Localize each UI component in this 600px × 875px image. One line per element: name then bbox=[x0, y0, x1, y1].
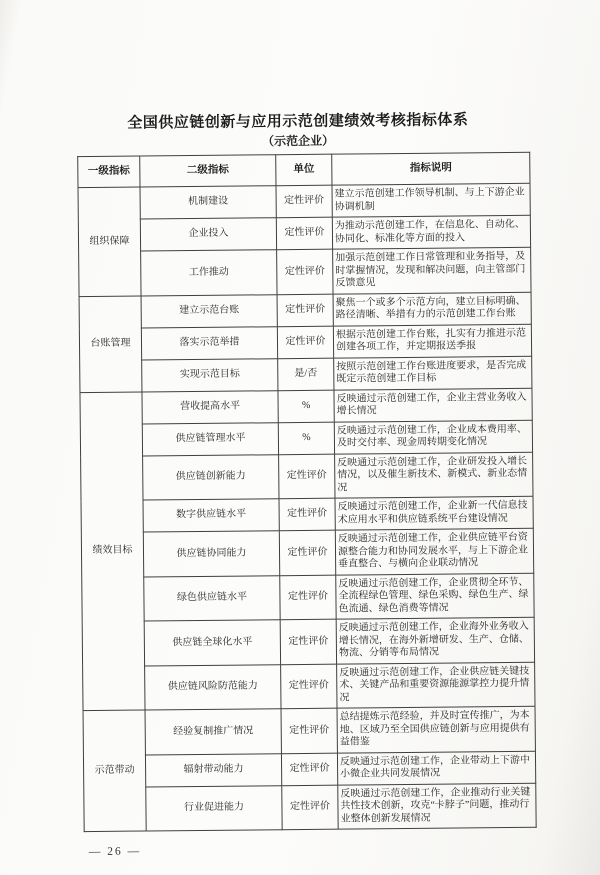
table-row bbox=[83, 706, 535, 755]
table-row bbox=[80, 420, 532, 456]
table-row bbox=[81, 452, 533, 501]
unit-cell: 定性评价 bbox=[281, 753, 337, 786]
header-cell: 指标说明 bbox=[332, 152, 530, 185]
table-row bbox=[79, 292, 531, 328]
table-row bbox=[82, 573, 534, 622]
unit-cell: 定性评价 bbox=[281, 708, 337, 753]
indicator-description-cell: 反映通过示范创建工作，企业带动上下游中小微企业共同发展情况 bbox=[337, 751, 535, 785]
unit-cell: 定性评价 bbox=[281, 664, 337, 709]
indicator-description-cell: 建立示范创建工作领导机制、与上下游企业协调机制 bbox=[332, 183, 530, 217]
page-number: — 26 — bbox=[88, 845, 142, 859]
header-cell: 一级指标 bbox=[78, 156, 140, 188]
level2-indicator-cell: 供应链创新能力 bbox=[143, 454, 279, 500]
indicator-description-cell: 反映通过示范创建工作，企业新一代信息技术应用水平和供应链系统平台建设情况 bbox=[335, 496, 533, 530]
unit-cell: 定性评价 bbox=[277, 249, 333, 294]
table-header bbox=[78, 152, 530, 187]
indicator-description-cell: 反映通过示范创建工作，企业供应链关键技术、关键产品和重要资源能源掌控力提升情况 bbox=[337, 662, 535, 708]
table-body bbox=[78, 183, 536, 831]
unit-cell: 定性评价 bbox=[276, 185, 332, 218]
level2-indicator-cell: 数字供应链水平 bbox=[143, 499, 279, 532]
indicator-description-cell: 反映通过示范创建工作，企业供应链平台资源整合能力和协同发展水平，与上下游企业垂直整合、与横向企业联动情况 bbox=[335, 528, 533, 574]
level2-indicator-cell: 营收提高水平 bbox=[142, 390, 278, 423]
table-row bbox=[81, 528, 533, 577]
unit-cell: 定性评价 bbox=[280, 619, 336, 664]
table-row bbox=[79, 247, 531, 296]
indicator-description-cell: 总结提炼示范经验，并及时宣传推广，为本地、区域乃至全国供应链创新与应用提供有益借鉴 bbox=[337, 706, 535, 752]
level2-indicator-cell: 建立示范台账 bbox=[141, 294, 277, 327]
header-cell: 二级指标 bbox=[140, 155, 276, 187]
table-row bbox=[79, 324, 531, 360]
table-header-row bbox=[78, 152, 530, 187]
level2-indicator-cell: 工作推动 bbox=[141, 250, 277, 296]
unit-cell: 定性评价 bbox=[282, 785, 338, 830]
unit-cell: 是/否 bbox=[278, 358, 334, 391]
level2-indicator-cell: 绿色供应链水平 bbox=[144, 575, 280, 621]
unit-cell: 定性评价 bbox=[277, 326, 333, 359]
table-row bbox=[78, 183, 530, 219]
table-row bbox=[83, 751, 535, 787]
level2-indicator-cell: 供应链管理水平 bbox=[142, 422, 278, 455]
indicator-description-cell: 反映通过示范创建工作，企业成本费用率、及时交付率、现金周转期变化情况 bbox=[334, 420, 532, 454]
unit-cell: 定性评价 bbox=[276, 217, 332, 250]
unit-cell: 定性评价 bbox=[277, 294, 333, 327]
unit-cell: 定性评价 bbox=[279, 530, 335, 575]
level1-indicator-cell: 示范带动 bbox=[83, 710, 146, 832]
unit-cell: % bbox=[278, 390, 334, 423]
header-cell: 单位 bbox=[276, 154, 332, 186]
unit-cell: 定性评价 bbox=[279, 498, 335, 531]
unit-cell: 定性评价 bbox=[279, 454, 335, 499]
level2-indicator-cell: 行业促进能力 bbox=[146, 785, 282, 831]
unit-cell: 定性评价 bbox=[280, 575, 336, 620]
level1-indicator-cell: 绩效目标 bbox=[80, 392, 145, 711]
level1-indicator-cell: 台账管理 bbox=[79, 296, 142, 393]
indicator-description-cell: 加强示范创建工作日常管理和业务指导，及时掌握情况，发现和解决问题，向主管部门反馈意见 bbox=[333, 247, 531, 293]
indicator-description-cell: 反映通过示范创建工作，企业研发投入增长情况，以及催生新技术、新模式、新业态情况 bbox=[335, 452, 533, 498]
level2-indicator-cell: 供应链全球化水平 bbox=[144, 620, 280, 666]
table-row bbox=[80, 388, 532, 424]
unit-cell: % bbox=[278, 422, 334, 455]
indicator-table bbox=[77, 152, 536, 832]
level2-indicator-cell: 企业投入 bbox=[140, 218, 276, 251]
indicator-description-cell: 为推动示范创建工作，在信息化、自动化、协同化、标准化等方面的投入 bbox=[332, 215, 530, 249]
indicator-description-cell: 反映通过示范创建工作，企业贯彻全环节、全流程绿色管理、绿色采购、绿色生产、绿色流通、绿色消费等情况 bbox=[336, 573, 534, 619]
table-row bbox=[83, 662, 535, 711]
level2-indicator-cell: 机制建设 bbox=[140, 186, 276, 219]
table-row bbox=[84, 783, 536, 832]
indicator-description-cell: 聚焦一个或多个示范方向，建立目标明确、路径清晰、举措有力的示范创建工作台账 bbox=[333, 292, 531, 326]
level2-indicator-cell: 经验复制推广情况 bbox=[145, 709, 281, 755]
table-row bbox=[82, 617, 534, 666]
level2-indicator-cell: 实现示范目标 bbox=[142, 358, 278, 391]
level1-indicator-cell: 组织保障 bbox=[78, 187, 141, 296]
table-row bbox=[78, 215, 530, 251]
table-row bbox=[81, 496, 533, 532]
table-row bbox=[80, 356, 532, 392]
indicator-description-cell: 根据示范创建工作台账，扎实有力推进示范创建各项工作，并定期报送季报 bbox=[333, 324, 531, 358]
indicator-description-cell: 反映通过示范创建工作，企业海外业务收入增长情况，在海外新增研发、生产、仓储、物流、分销等布局情况 bbox=[336, 617, 534, 663]
indicator-description-cell: 反映通过示范创建工作，企业推动行业关键共性技术创新，攻克“卡脖子”问题，推动行业整体创新发展情况 bbox=[338, 783, 536, 829]
level2-indicator-cell: 供应链风险防范能力 bbox=[145, 664, 281, 710]
indicator-description-cell: 反映通过示范创建工作，企业主营业务收入增长情况 bbox=[334, 388, 532, 422]
level2-indicator-cell: 供应链协同能力 bbox=[143, 531, 279, 577]
level2-indicator-cell: 辐射带动能力 bbox=[145, 753, 281, 786]
page-title: 全国供应链创新与应用示范创建绩效考核指标体系 bbox=[127, 112, 469, 132]
indicator-description-cell: 按照示范创建工作台账进度要求，是否完成既定示范创建工作目标 bbox=[334, 356, 532, 390]
page-subtitle: （示范企业） bbox=[261, 133, 335, 149]
level2-indicator-cell: 落实示范举措 bbox=[141, 326, 277, 359]
